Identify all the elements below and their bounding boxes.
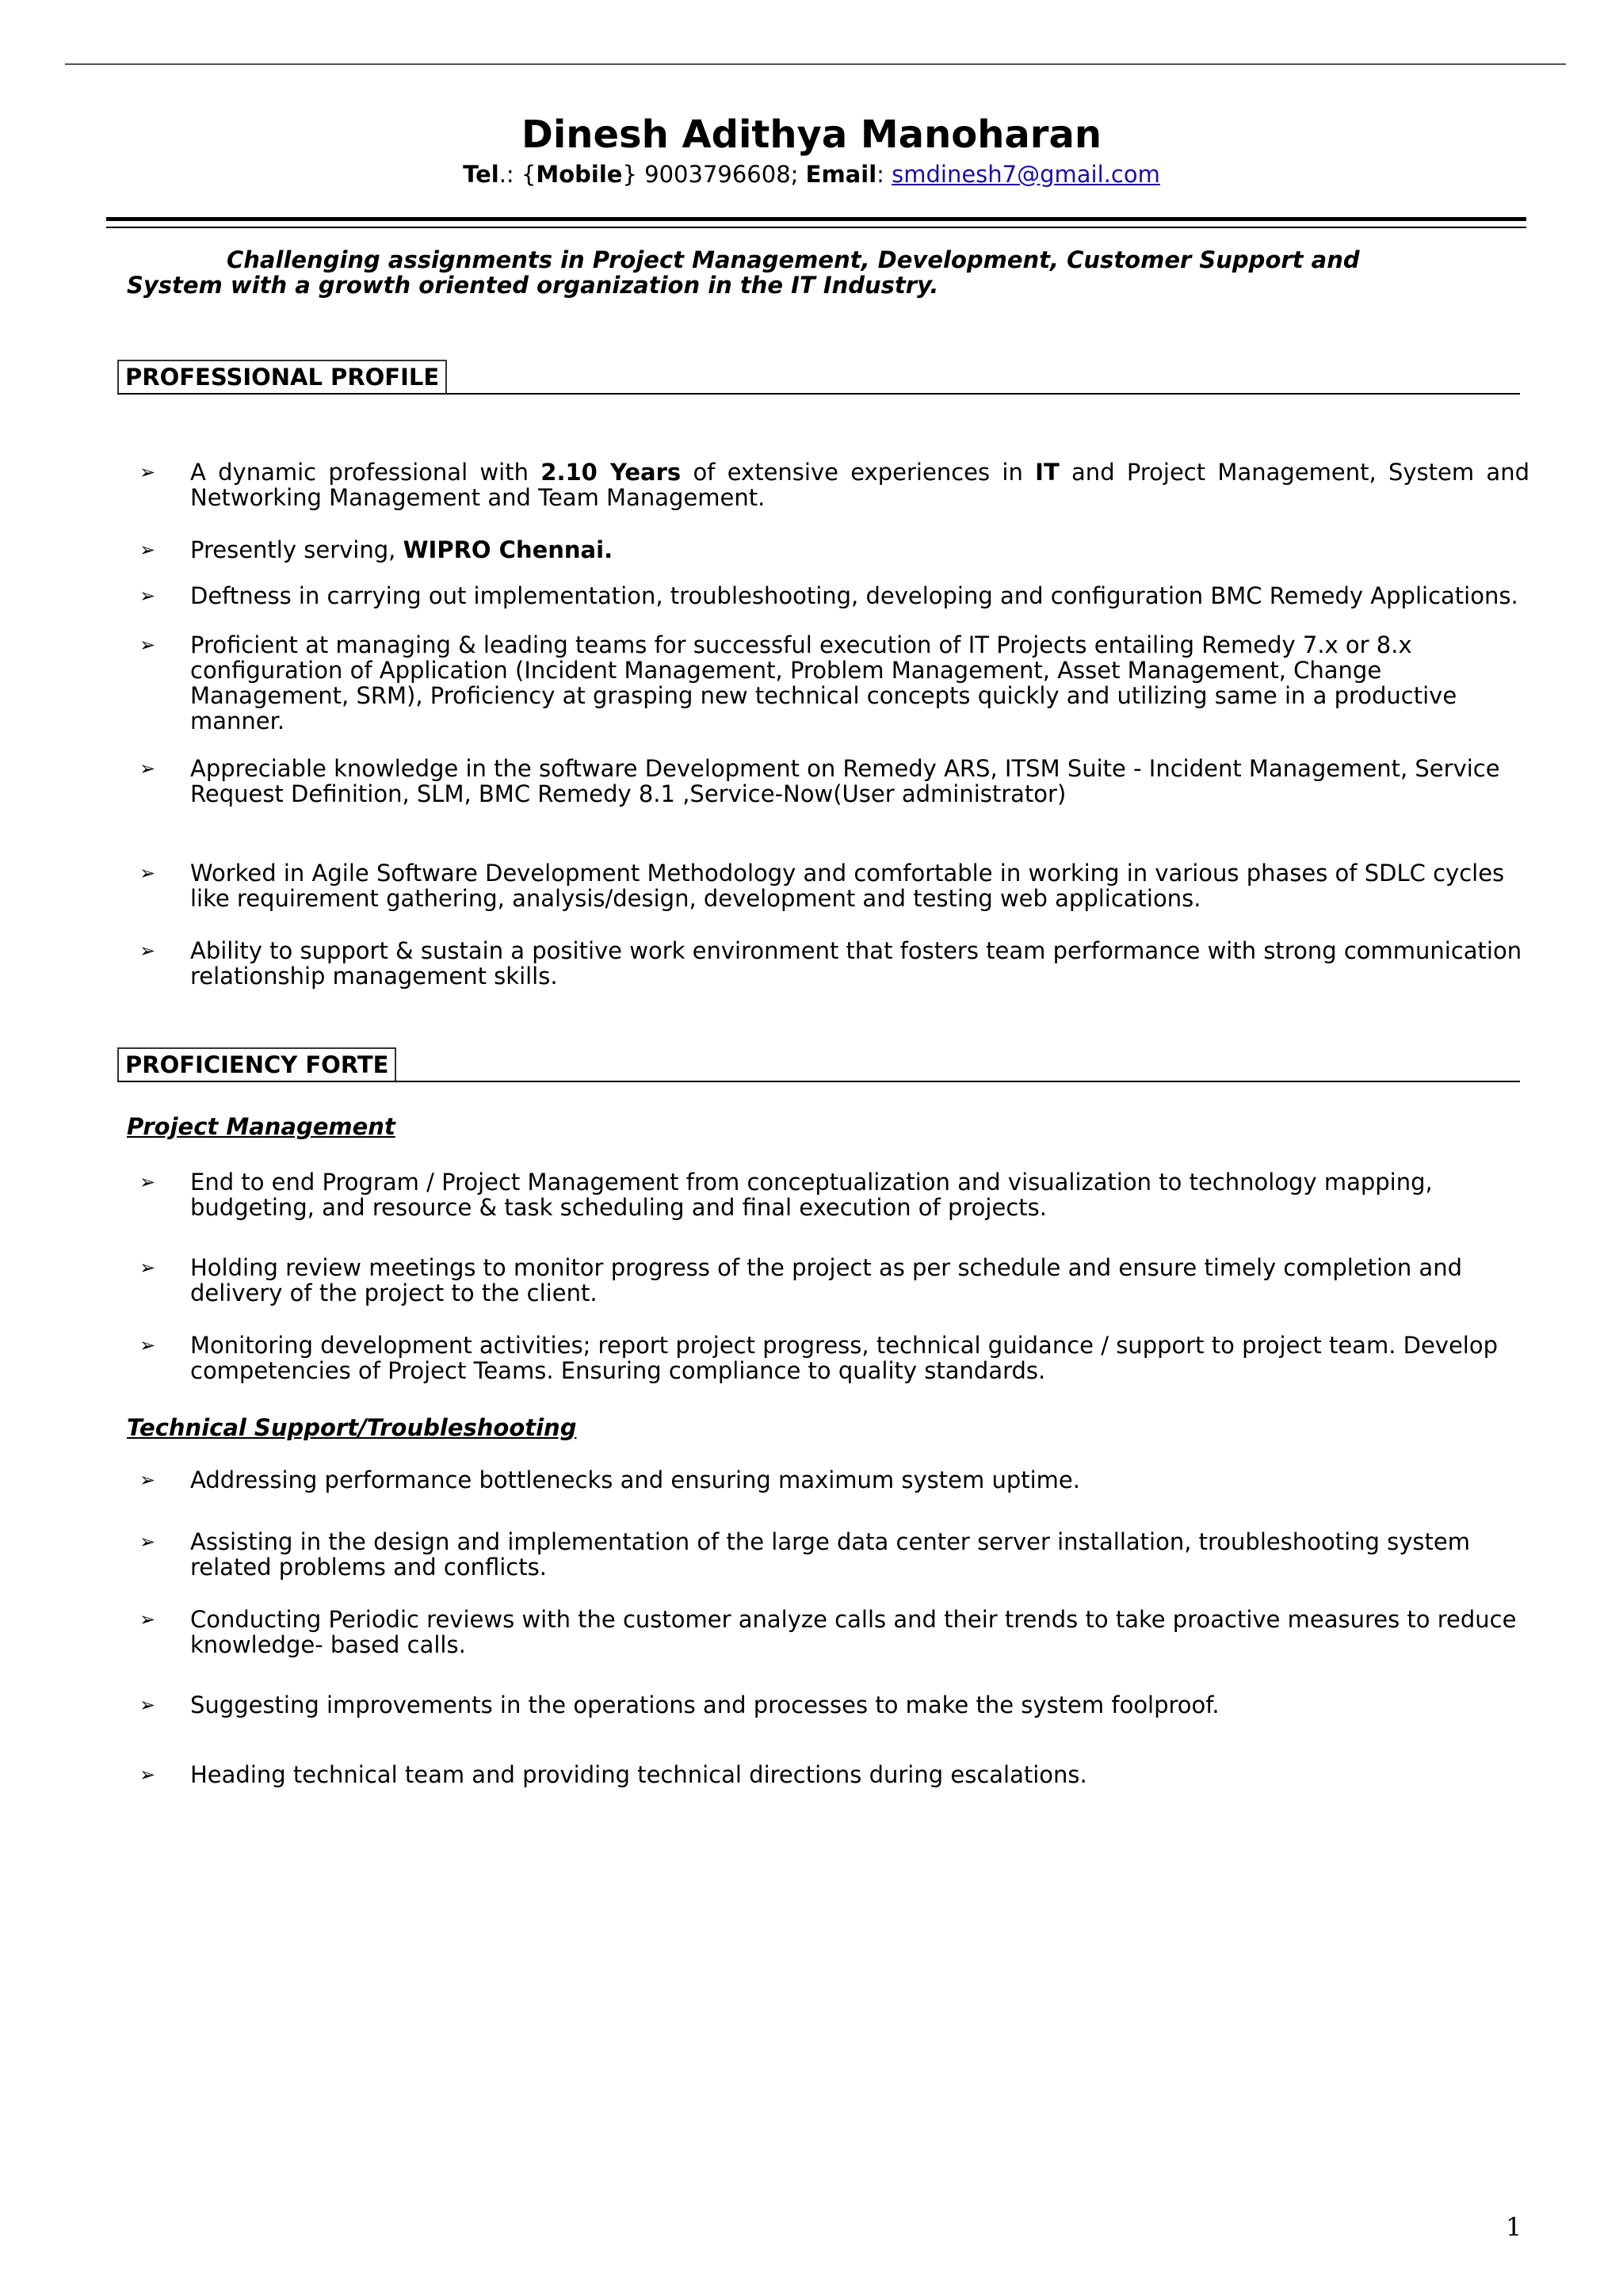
- bullet-text: Deftness in carrying out implementation, troubleshooting, developing and configuration BMC Remedy Applications.: [190, 582, 1518, 609]
- subheading-project-management: Project Management: [127, 1113, 395, 1140]
- section-rule-proficiency-forte: [117, 1081, 1520, 1082]
- top-rule: [65, 63, 1566, 65]
- bullet-text: Appreciable knowledge in the software Development on Remedy ARS, ITSM Suite - Incident Management, Service Request Definition, SLM, BMC Remedy 8.1 ,Service-Now(User administrator): [190, 755, 1500, 807]
- email-label: Email: [805, 161, 877, 188]
- objective-statement: [127, 247, 1506, 298]
- bullet-arrow-icon: ➢: [139, 1257, 156, 1279]
- bullet-arrow-icon: ➢: [139, 862, 156, 884]
- bullet-arrow-icon: ➢: [139, 634, 156, 656]
- bullet-arrow-icon: ➢: [139, 585, 156, 607]
- bullet-arrow-icon: ➢: [139, 1531, 156, 1553]
- section-title-proficiency-forte: PROFICIENCY FORTE: [117, 1047, 396, 1082]
- bullet-arrow-icon: ➢: [139, 1608, 156, 1630]
- contact-line: [0, 158, 1623, 190]
- email-link[interactable]: smdinesh7@gmail.com: [892, 161, 1160, 188]
- bullet-text: Conducting Periodic reviews with the customer analyze calls and their trends to take proactive measures to reduce knowledge- based calls.: [190, 1606, 1517, 1658]
- bullet-arrow-icon: ➢: [139, 461, 156, 483]
- bullet-arrow-icon: ➢: [139, 1764, 156, 1786]
- bullet-bold-text: IT: [1035, 459, 1060, 486]
- bullet-arrow-icon: ➢: [139, 1171, 156, 1193]
- page-number: 1: [1506, 2212, 1522, 2242]
- bullet-text: Presently serving,: [190, 536, 403, 563]
- bullet-text: Assisting in the design and implementation of the large data center server installation, troubleshooting system related problems and conflicts.: [190, 1528, 1470, 1581]
- email-separator: :: [876, 161, 892, 188]
- tel-label: Tel: [463, 161, 499, 188]
- bullet-arrow-icon: ➢: [139, 757, 156, 780]
- phone-number: } 9003796608;: [622, 161, 806, 188]
- bullet-text: Worked in Agile Software Development Methodology and comfortable in working in various phases of SDLC cycles like requirement gathering, analysis/design, development and testing web applications.: [190, 860, 1505, 912]
- tel-separator: .: {: [498, 161, 537, 188]
- bullet-arrow-icon: ➢: [139, 539, 156, 561]
- bullet-text: Addressing performance bottlenecks and ensuring maximum system uptime.: [190, 1466, 1080, 1493]
- bullet-arrow-icon: ➢: [139, 940, 156, 962]
- section-rule-professional-profile: [117, 393, 1520, 395]
- section-title-professional-profile: PROFESSIONAL PROFILE: [117, 360, 447, 395]
- bullet-text: Ability to support & sustain a positive work environment that fosters team performance with strong communication relationship management skills.: [190, 937, 1522, 990]
- subheading-technical-support: Technical Support/Troubleshooting: [127, 1414, 577, 1441]
- candidate-name: Dinesh Adithya Manoharan: [521, 113, 1102, 157]
- bullet-arrow-icon: ➢: [139, 1469, 156, 1491]
- bullet-text: and Project Management, System and Networking Management and Team Management.: [190, 459, 1529, 511]
- bullet-text: End to end Program / Project Management from conceptualization and visualization to technology mapping, budgeting, and resource & task scheduling and final execution of projects.: [190, 1169, 1433, 1221]
- bullet-text: Proficient at managing & leading teams for successful execution of IT Projects entailing Remedy 7.x or 8.x configuration of Application (Incident Management, Problem Management, Asset Management, Change Management, SRM), Proficiency at grasping new technical concepts quickly and utilizing same in a productive manner.: [190, 631, 1457, 734]
- bullet-arrow-icon: ➢: [139, 1694, 156, 1716]
- bullet-text: A dynamic professional with: [190, 459, 541, 486]
- bullet-text: Heading technical team and providing technical directions during escalations.: [190, 1761, 1087, 1788]
- mobile-label: Mobile: [536, 161, 623, 188]
- bullet-arrow-icon: ➢: [139, 1334, 156, 1356]
- header-double-rule: [106, 217, 1526, 228]
- bullet-text: Holding review meetings to monitor progress of the project as per schedule and ensure timely completion and delivery of the project to the client.: [190, 1254, 1462, 1306]
- bullet-bold-text: WIPRO Chennai.: [403, 536, 613, 563]
- objective-line-1: Challenging assignments in Project Management, Development, Customer Support and: [227, 246, 1360, 273]
- bullet-text: Monitoring development activities; report project progress, technical guidance / support to project team. Develop competencies of Project Teams. Ensuring compliance to quality standards.: [190, 1332, 1499, 1384]
- objective-line-2: System with a growth oriented organization in the IT Industry.: [127, 272, 939, 299]
- bullet-text: of extensive experiences in: [681, 459, 1036, 486]
- bullet-text: Suggesting improvements in the operations and processes to make the system foolproof.: [190, 1691, 1220, 1718]
- bullet-bold-text: 2.10 Years: [540, 459, 682, 486]
